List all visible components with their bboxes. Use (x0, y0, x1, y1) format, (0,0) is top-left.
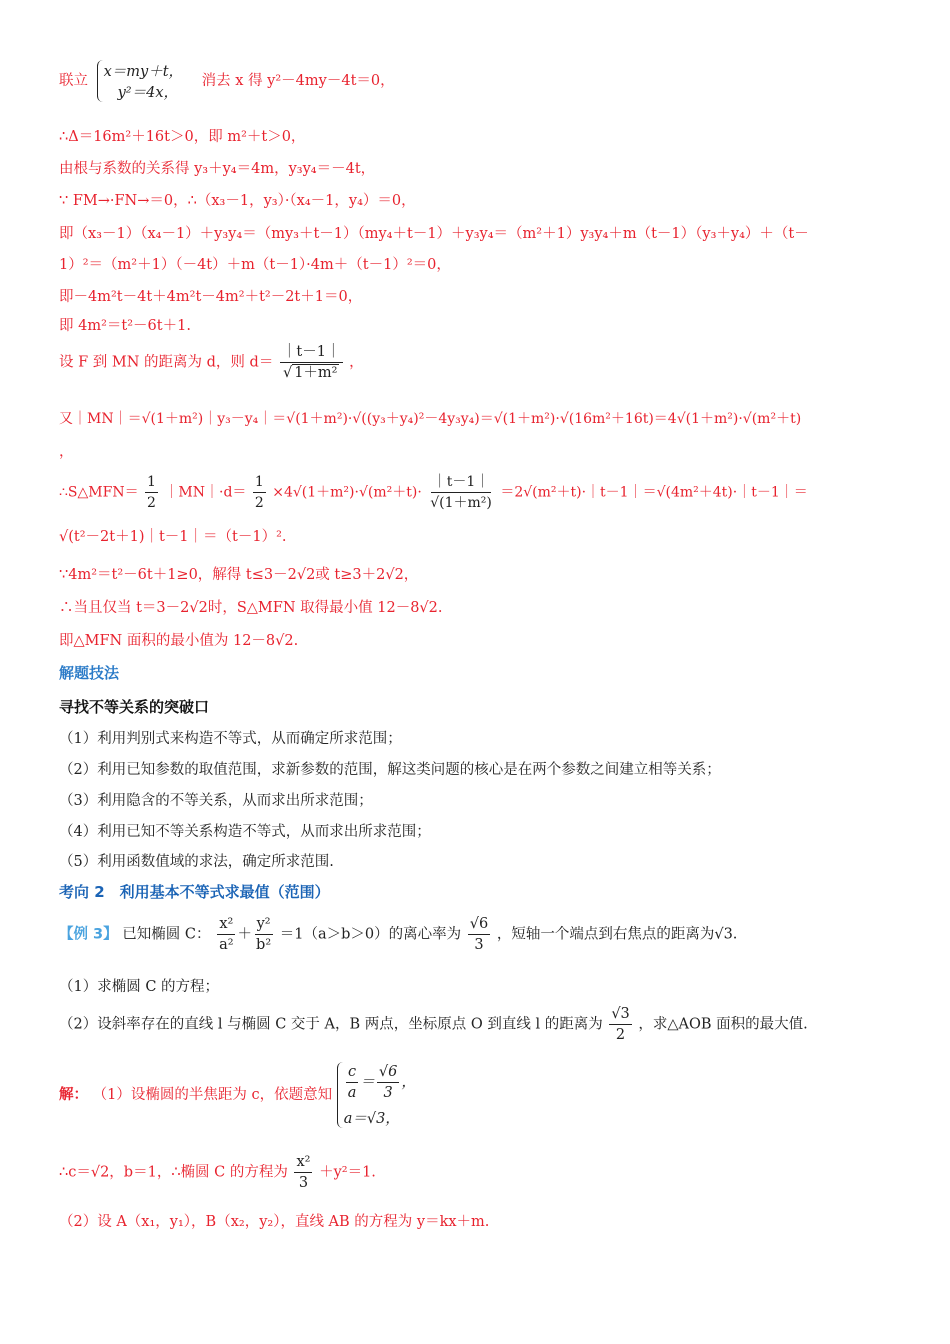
solution-line-expand: 即（x₃－1）（x₄－1）＋y₃y₄＝（my₃＋t－1）（my₄＋t－1）＋y₃y₄＝（m²＋1）y₃y₄＋m（t－1）（y₃＋y₄）＋（t－ (59, 226, 809, 242)
text-comma: ， (349, 354, 364, 371)
text-area-lead: ∴S△MFN＝ (59, 484, 139, 501)
technique-item: （5）利用函数值域的求法，确定所求范围. (59, 854, 334, 870)
fraction-numerator: √6 (468, 914, 490, 935)
solution-line-delta: ∴Δ＝16m²＋16t＞0，即 m²＋t＞0， (59, 129, 306, 145)
solution-part-2: （2）设 A（x₁，y₁），B（x₂，y₂），直线 AB 的方程为 y＝kx＋m. (59, 1214, 490, 1230)
technique-item: （4）利用已知不等关系构造不等式，从而求出所求范围； (59, 824, 431, 840)
fraction-denominator: 2 (147, 495, 156, 511)
text-q2-post: ，求△AOB 面积的最大值. (638, 1016, 808, 1033)
technique-subtitle: 寻找不等关系的突破口 (59, 698, 210, 716)
text-area-tail: ×4√(1＋m²)·√(m²＋t)· (272, 484, 422, 501)
fraction-denominator: b² (256, 937, 272, 953)
technique-item: （3）利用隐含的不等关系，从而求出所求范围； (59, 793, 373, 809)
text-lead: 联立 (59, 73, 88, 89)
section-heading: 考向 2 利用基本不等式求最值（范围） (59, 883, 330, 901)
fraction-distance (280, 342, 343, 383)
equation-system-2 (337, 1062, 416, 1128)
solution-line-t-range: ∵4m²＝t²－6t＋1≥0，解得 t≤3－2√2或 t≥3＋2√2， (59, 567, 419, 583)
system-row-1 (344, 1062, 416, 1103)
fraction-denominator: √(1＋m²) (430, 495, 492, 511)
fraction-numerator: √6 (377, 1062, 399, 1083)
technique-item: （2）利用已知参数的取值范围，求新参数的范围，解这类问题的核心是在两个参数之间建立相等关系； (59, 762, 721, 778)
technique-title: 解题技法 (59, 664, 120, 682)
fraction-denominator: 3 (383, 1085, 393, 1101)
fraction-numerator: 1 (145, 472, 158, 493)
text-s2-pre: ∴c＝√2，b＝1，∴椭圆 C 的方程为 (59, 1164, 288, 1181)
text-s2-post: ＋y²＝1. (319, 1164, 376, 1181)
text-eq: ＝ (360, 1074, 375, 1091)
text-example-pre: 已知椭圆 C： (122, 926, 211, 943)
question-2 (59, 1004, 808, 1045)
fraction-c-a (346, 1062, 359, 1103)
solution-line-dot-product: ∵ FM→·FN→＝0，∴（x₃－1，y₃）·（x₄－1，y₄）＝0， (59, 193, 416, 209)
question-1: （1）求椭圆 C 的方程； (59, 979, 220, 995)
fraction-numerator: x² (217, 914, 235, 935)
example-statement (59, 914, 737, 955)
text-eliminate: 消去 x 得 y²－4my－4t＝0， (201, 73, 395, 89)
fraction-value (377, 1062, 399, 1103)
fraction-x2-a2 (217, 914, 235, 955)
text-example-mid: ＝1（a＞b＞0）的离心率为 (279, 926, 462, 943)
sqrt-radicand: 1＋m² (294, 365, 338, 381)
system-row-2: a＝√3， (343, 1111, 400, 1127)
fraction-numerator: √3 (609, 1004, 631, 1025)
fraction-numerator: y² (255, 914, 273, 935)
example-tag: 【例 3】 (59, 926, 118, 943)
fraction-numerator: ｜t－1｜ (280, 342, 343, 363)
fraction-distance-o (609, 1004, 631, 1045)
solution-line-min: ∴当且仅当 t＝3－2√2时，S△MFN 取得最小值 12－8√2. (59, 600, 443, 616)
equation-system (97, 60, 183, 102)
fraction-denominator: 3 (474, 937, 484, 953)
fraction-x2-3 (294, 1152, 312, 1193)
solution-line-distance (59, 342, 364, 383)
text-area-mid: ｜MN｜·d＝ (164, 484, 247, 501)
fraction-half-1 (145, 472, 158, 513)
text-distance: 设 F 到 MN 的距离为 d，则 d＝ (59, 354, 274, 371)
solution-line-area-result: √(t²－2t＋1)｜t－1｜＝（t－1）². (59, 529, 287, 545)
text-q2-pre: （2）设斜率存在的直线 l 与椭圆 C 交于 A，B 两点，坐标原点 O 到直线 l 的距离为 (59, 1016, 603, 1033)
solution-line-chord-comma: ， (59, 444, 74, 460)
fraction-numerator: x² (294, 1152, 312, 1173)
system-row-1: x＝my＋t， (103, 64, 184, 80)
fraction-eccentricity (468, 914, 490, 955)
fraction-denominator: 2 (615, 1027, 626, 1043)
solution-part-1 (59, 1062, 416, 1128)
fraction-denominator: a (347, 1085, 357, 1101)
solution-line-ellipse (59, 1152, 376, 1193)
solution-line-area (59, 472, 808, 513)
solution-line-conclusion: 即△MFN 面积的最小值为 12－8√2. (59, 633, 299, 649)
fraction-denominator: a² (219, 937, 234, 953)
text-comma: ， (401, 1074, 416, 1091)
fraction-denominator: 3 (298, 1175, 309, 1191)
solution-line-vieta: 由根与系数的关系得 y₃＋y₄＝4m，y₃y₄＝－4t， (59, 161, 376, 177)
fraction-area (428, 472, 494, 513)
fraction-denominator: √ 1＋m² (282, 365, 338, 381)
text-area-end: ＝2√(m²＋t)·｜t－1｜＝√(4m²＋4t)·｜t－1｜＝ (500, 484, 808, 501)
fraction-numerator: ｜t－1｜ (431, 472, 492, 493)
fraction-y2-b2 (254, 914, 273, 955)
solution-line-system (59, 60, 395, 102)
fraction-denominator: 2 (254, 495, 264, 511)
text-example-post: ，短轴一个端点到右焦点的距离为√3. (496, 926, 738, 943)
system-row-2: y²＝4x， (117, 85, 179, 101)
solution-line-simplify: 即－4m²t－4t＋4m²t－4m²＋t²－2t＋1＝0， (59, 289, 363, 305)
technique-item: （1）利用判别式来构造不等式，从而确定所求范围； (59, 731, 402, 747)
text-plus: ＋ (237, 926, 253, 943)
fraction-half-2 (253, 472, 266, 513)
fraction-numerator: 1 (253, 472, 266, 493)
solution-line-relation: 即 4m²＝t²－6t＋1. (59, 318, 191, 334)
solution-line-chord: 又｜MN｜＝√(1＋m²)｜y₃－y₄｜＝√(1＋m²)·√((y₃＋y₄)²－4y₃y₄)＝√(1＋m²)·√(16m²＋16t)＝4√(1＋m²)·√(m²＋t) (59, 411, 802, 427)
solution-line-expand-cont: 1）²＝（m²＋1）（－4t）＋m（t－1）·4m＋（t－1）²＝0， (59, 257, 451, 273)
solution-label: 解： (59, 1086, 88, 1103)
text-s1-pre: （1）设椭圆的半焦距为 c，依题意知 (92, 1087, 333, 1103)
fraction-numerator: c (346, 1062, 358, 1083)
